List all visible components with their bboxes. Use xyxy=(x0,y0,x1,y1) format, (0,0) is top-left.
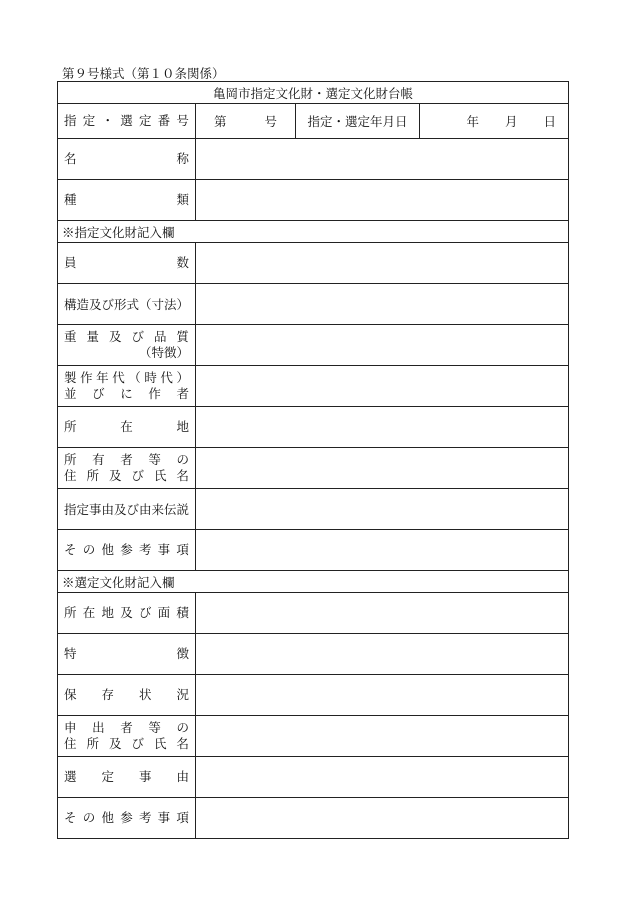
row-label xyxy=(58,284,196,325)
label-char: 他 xyxy=(101,542,114,557)
label-char: 所 xyxy=(86,736,99,751)
dai-label: 第 xyxy=(214,114,227,129)
label-char: 者 xyxy=(176,386,189,401)
register-row xyxy=(58,180,569,221)
register-row xyxy=(58,675,569,716)
selected-section-header xyxy=(58,571,569,593)
register-row xyxy=(58,757,569,798)
label-char: 存 xyxy=(101,687,114,702)
title-row xyxy=(58,82,569,104)
label-char: び xyxy=(138,605,152,620)
label-char: 号 xyxy=(176,113,189,128)
label-char: 定 xyxy=(138,113,152,128)
register-row xyxy=(58,593,569,634)
label-char: 積 xyxy=(176,605,189,620)
label-char: の xyxy=(176,452,189,467)
label-char: 代 xyxy=(112,370,125,385)
label-char: 有 xyxy=(92,452,105,467)
label-char: 作 xyxy=(80,370,93,385)
label-char: 時 xyxy=(144,370,157,385)
label-char: 指 xyxy=(64,113,77,128)
label-char: 参 xyxy=(120,810,133,825)
year-label: 年 xyxy=(466,114,479,129)
label-char: 所 xyxy=(64,419,77,434)
label-char: び xyxy=(131,468,144,483)
register-row xyxy=(58,530,569,571)
label-char: の xyxy=(176,720,189,735)
label-char: そ xyxy=(64,542,77,557)
row-value-field[interactable] xyxy=(196,180,569,221)
row-value-field[interactable] xyxy=(196,366,569,407)
row-value-field[interactable] xyxy=(196,757,569,798)
label-char: 員 xyxy=(64,255,77,270)
label-char: 事 xyxy=(157,542,171,557)
label-char: 並 xyxy=(64,386,77,401)
label-char: 氏 xyxy=(153,736,167,751)
label-char: 考 xyxy=(138,542,152,557)
designation-number-label xyxy=(58,104,196,139)
designated-section-header xyxy=(58,221,569,243)
label-char: 所 xyxy=(64,452,77,467)
label-char: 状 xyxy=(138,687,152,702)
label-char: 量 xyxy=(86,329,99,344)
label-char: 定 xyxy=(82,113,96,128)
label-char: 考 xyxy=(138,810,152,825)
label-char: 特 xyxy=(64,646,77,661)
row-label xyxy=(58,448,196,489)
row-label xyxy=(58,180,196,221)
label-char: 事 xyxy=(157,810,171,825)
label-char: 氏 xyxy=(153,468,167,483)
row-label xyxy=(58,243,196,284)
label-char: 重 xyxy=(64,329,77,344)
row-value-field[interactable] xyxy=(196,634,569,675)
day-label: 日 xyxy=(543,114,556,129)
label-char: 等 xyxy=(148,452,161,467)
label-char: 数 xyxy=(176,255,189,270)
register-row xyxy=(58,634,569,675)
label-char: 由 xyxy=(176,769,189,784)
label-char: 及 xyxy=(108,329,122,344)
label-char: ・ xyxy=(101,113,114,128)
register-row xyxy=(58,448,569,489)
row-label xyxy=(58,798,196,839)
label-char: び xyxy=(131,736,144,751)
designation-date-field[interactable] xyxy=(420,104,569,139)
register-row xyxy=(58,489,569,530)
register-row xyxy=(58,284,569,325)
label-char: 申 xyxy=(64,720,77,735)
label-char: 品 xyxy=(153,329,167,344)
label-char: 定 xyxy=(101,769,114,784)
register-row xyxy=(58,366,569,407)
label-char: 他 xyxy=(101,810,114,825)
row-label xyxy=(58,530,196,571)
register-title: 亀岡市指定文化財・選定文化財台帳 xyxy=(58,82,569,104)
register-row xyxy=(58,798,569,839)
row-value-field[interactable] xyxy=(196,716,569,757)
label-char: 等 xyxy=(148,720,161,735)
label-char: 住 xyxy=(64,736,77,751)
label-char: （ xyxy=(128,370,141,385)
label-char: 出 xyxy=(92,720,105,735)
label-char: 選 xyxy=(64,769,77,784)
label-char: 類 xyxy=(176,192,189,207)
row-label xyxy=(58,634,196,675)
row-value-field[interactable] xyxy=(196,325,569,366)
label-char: 名 xyxy=(64,151,77,166)
label-char: ） xyxy=(176,370,189,385)
label-char: の xyxy=(82,542,96,557)
label-char: 及 xyxy=(108,736,122,751)
row-label xyxy=(58,366,196,407)
label-char: そ xyxy=(64,810,77,825)
label-char: 項 xyxy=(176,810,189,825)
label-char: 及 xyxy=(120,605,133,620)
designated-section-header-label: ※指定文化財記入欄 xyxy=(58,221,569,243)
label-char: 在 xyxy=(120,419,133,434)
row-value-field[interactable] xyxy=(196,448,569,489)
label-char: 年 xyxy=(96,370,109,385)
label-char: 住 xyxy=(64,468,77,483)
label-char: 面 xyxy=(157,605,171,620)
row-label-text: 指定事由及び由来伝説 xyxy=(64,502,190,517)
label-char: 作 xyxy=(148,386,161,401)
label-char: 代 xyxy=(160,370,173,385)
row-label xyxy=(58,757,196,798)
selected-section-header-label: ※選定文化財記入欄 xyxy=(58,571,569,593)
row-label-text: 構造及び形式（寸法） xyxy=(64,297,190,312)
register-row xyxy=(58,716,569,757)
register-row xyxy=(58,139,569,180)
row-label xyxy=(58,675,196,716)
label-char: 及 xyxy=(108,468,122,483)
label-char: び xyxy=(92,386,105,401)
row-value-field[interactable] xyxy=(196,489,569,530)
label-char: 者 xyxy=(120,720,133,735)
label-char: に xyxy=(120,386,133,401)
label-char: 参 xyxy=(120,542,133,557)
number-date-row xyxy=(58,104,569,139)
label-char: 選 xyxy=(120,113,133,128)
label-char: 徴 xyxy=(176,646,189,661)
label-char: 番 xyxy=(157,113,171,128)
label-char: 称 xyxy=(176,151,189,166)
row-value-field[interactable] xyxy=(196,139,569,180)
row-value-field[interactable] xyxy=(196,530,569,571)
label-char: 保 xyxy=(64,687,77,702)
row-label xyxy=(58,139,196,180)
row-value-field[interactable] xyxy=(196,798,569,839)
label-char: の xyxy=(82,810,96,825)
label-char: 製 xyxy=(64,370,77,385)
label-char: 所 xyxy=(64,605,77,620)
label-char: 名 xyxy=(176,736,189,751)
label-char: 在 xyxy=(82,605,96,620)
designation-date-label: 指定・選定年月日 xyxy=(296,104,420,139)
label-char: 名 xyxy=(176,468,189,483)
row-label xyxy=(58,593,196,634)
go-label: 号 xyxy=(264,114,277,129)
row-label xyxy=(58,716,196,757)
row-value-field[interactable] xyxy=(196,675,569,716)
register-row xyxy=(58,243,569,284)
row-value-field[interactable] xyxy=(196,284,569,325)
row-label xyxy=(58,489,196,530)
cultural-property-register-table xyxy=(57,81,569,839)
label-char: 事 xyxy=(138,769,152,784)
register-row xyxy=(58,407,569,448)
label-char: び xyxy=(131,329,144,344)
row-label xyxy=(58,407,196,448)
label-char: 所 xyxy=(86,468,99,483)
form-number: 第９号様式（第１０条関係） xyxy=(62,66,225,81)
label-char: 者 xyxy=(120,452,133,467)
label-char: 況 xyxy=(176,687,189,702)
row-value-field[interactable] xyxy=(196,593,569,634)
label-char: 種 xyxy=(64,192,77,207)
row-value-field[interactable] xyxy=(196,243,569,284)
register-row xyxy=(58,325,569,366)
label-char: 地 xyxy=(101,605,114,620)
row-label-sub: （特徴） xyxy=(138,345,189,360)
designation-number-field[interactable] xyxy=(196,104,296,139)
label-char: 質 xyxy=(176,329,189,344)
month-label: 月 xyxy=(504,114,518,129)
label-char: 地 xyxy=(176,419,189,434)
label-char: 項 xyxy=(176,542,189,557)
row-value-field[interactable] xyxy=(196,407,569,448)
row-label xyxy=(58,325,196,366)
